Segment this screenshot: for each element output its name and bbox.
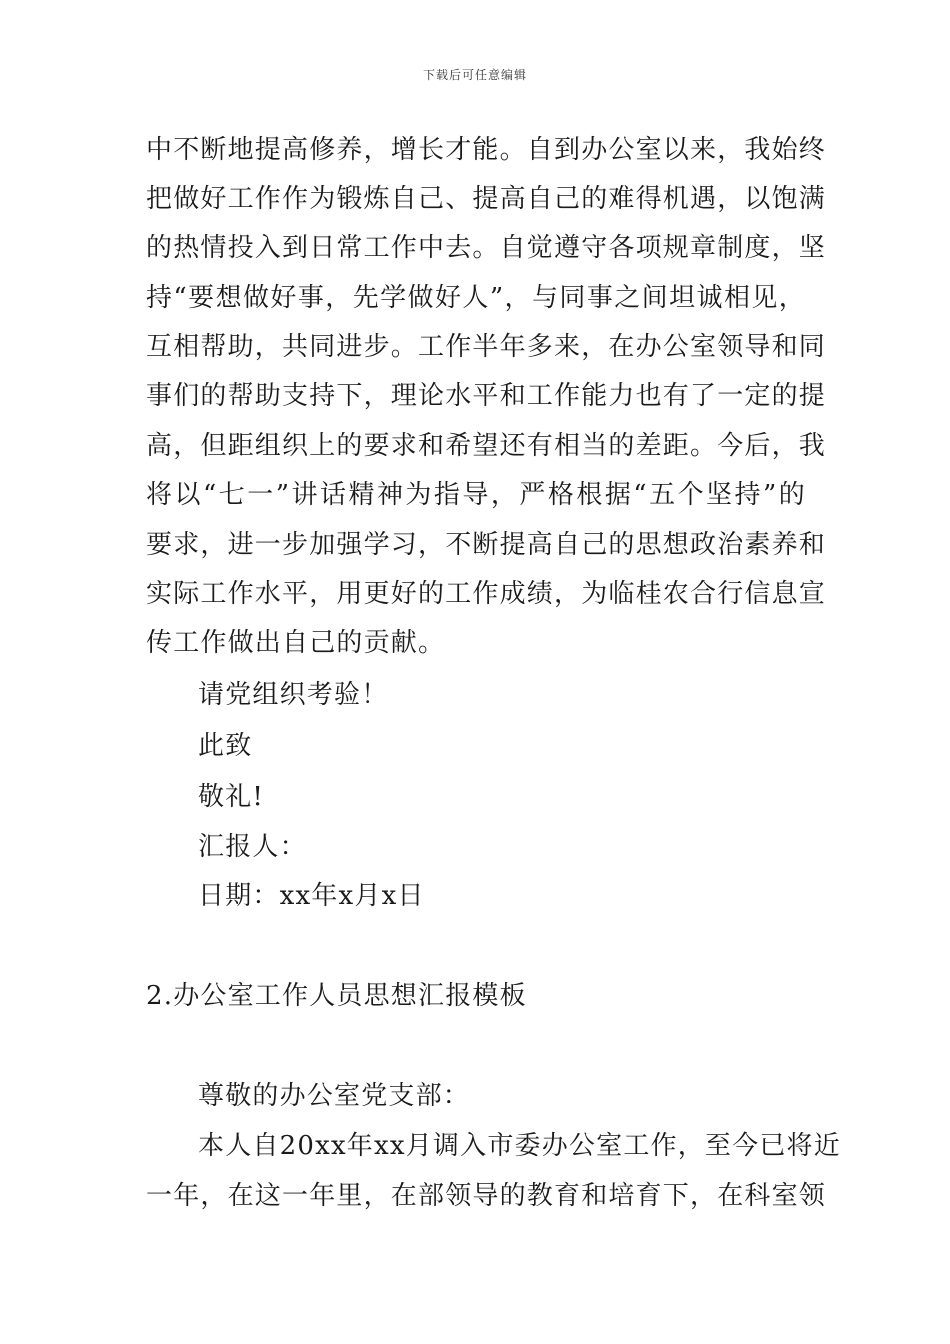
paragraph-line: 实际工作水平，用更好的工作成绩，为临桂农合行信息宣 [146,579,827,609]
paragraph-line: 互相帮助，共同进步。工作半年多来，在办公室领导和同 [146,332,827,362]
paragraph-line: 一年，在这一年里，在部领导的教育和培育下，在科室领 [146,1181,827,1211]
paragraph-line: 要求，进一步加强学习，不断提高自己的思想政治素养和 [146,530,827,560]
paragraph-line: 事们的帮助支持下，理论水平和工作能力也有了一定的提 [146,381,827,411]
closing-salutation: 此致 [198,731,253,761]
paragraph-line: 的热情投入到日常工作中去。自觉遵守各项规章制度，坚 [146,233,827,263]
paragraph-line: 把做好工作作为锻炼自己、提高自己的难得机遇，以饱满 [146,184,827,214]
section-title: 2.办公室工作人员思想汇报模板 [146,981,527,1011]
paragraph-line: 持“要想做好事，先学做好人”，与同事之间坦诚相见， [146,283,806,313]
closing-reporter: 汇报人： [198,832,307,862]
closing-regards: 敬礼! [198,782,265,812]
paragraph-line: 将以“七一”讲话精神为指导，严格根据“五个坚持”的 [146,480,806,510]
paragraph-line: 传工作做出自己的贡献。 [146,628,446,658]
paragraph-line: 高，但距组织上的要求和希望还有相当的差距。今后，我 [146,431,827,461]
paragraph-line: 本人自20xx年xx月调入市委办公室工作，至今已将近 [198,1131,841,1161]
greeting: 尊敬的办公室党支部： [198,1081,471,1111]
closing-date: 日期：xx年x月x日 [198,881,425,911]
header-note: 下载后可任意编辑 [422,68,527,82]
paragraph-line: 中不断地提高修养，增长才能。自到办公室以来，我始终 [146,135,827,165]
closing-request: 请党组织考验！ [198,680,389,710]
